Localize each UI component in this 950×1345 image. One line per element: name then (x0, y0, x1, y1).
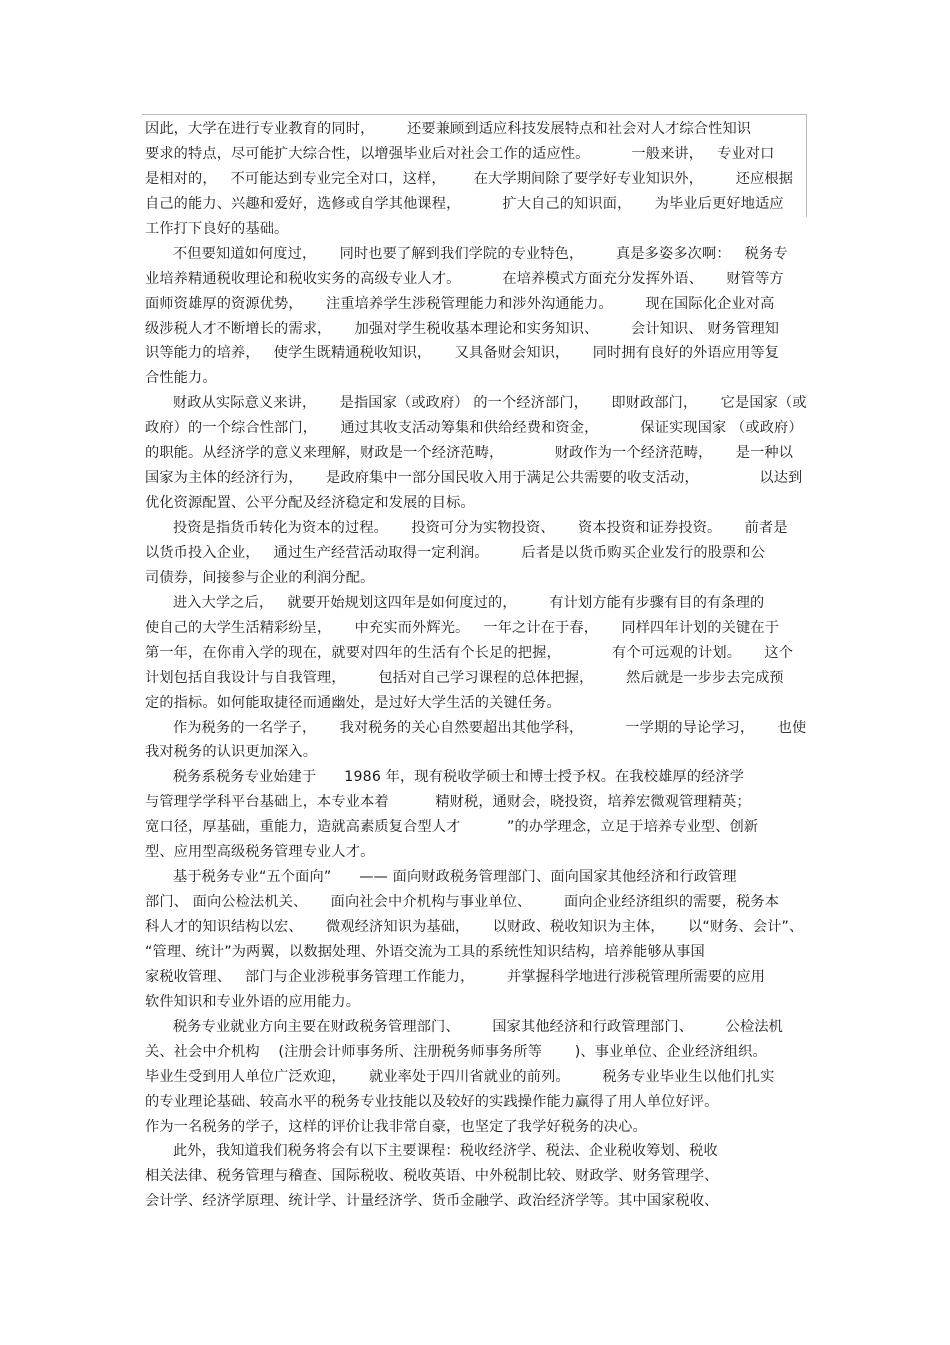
text-line: 政府）的一个综合性部门， 通过其收支活动筹集和供给经费和资金， 保证实现国家 （或政府） (145, 420, 803, 437)
text-line: 此外，我知道我们税务将会有以下主要课程：税收经济学、税法、企业税收筹划、税收 (145, 1143, 718, 1160)
text-line: 计划包括自我设计与自我管理， 包括对自己学习课程的总体把握， 然后就是一步步去完成预 (145, 669, 784, 686)
text-line: 不但要知道如何度过， 同时也要了解到我们学院的专业特色， 真是多姿多次啊： 税务专 (145, 245, 788, 262)
text-line: “管理、统计”为两翼，以数据处理、外语交流为工具的系统性知识结构，培养能够从事国 (145, 943, 705, 960)
text-line: 使自己的大学生活精彩纷呈， 中充实而外辉光。 一年之计在于春， 同样四年计划的关键在于 (145, 619, 780, 636)
document-body (145, 117, 815, 1214)
text-line: 优化资源配置、公平分配及经济稳定和发展的目标。 (145, 495, 475, 512)
text-line: 作为税务的一名学子， 我对税务的关心自然要超出其他学科， 一学期的导论学习， 也使 (145, 719, 807, 736)
text-line: 会计学、经济学原理、统计学、计量经济学、货币金融学、政治经济学等。其中国家税收、 (145, 1193, 719, 1210)
text-line: 毕业生受到用人单位广泛欢迎， 就业率处于四川省就业的前列。 税务专业毕业生以他们扎实 (145, 1068, 775, 1085)
text-line: 税务系税务专业始建于 1986 年，现有税收学硕士和博士授予权。在我校雄厚的经济学 (145, 769, 745, 786)
text-line: 定的指标。如何能取捷径而通幽处，是过好大学生活的关键任务。 (145, 694, 561, 711)
text-line: 司债券，间接参与企业的利润分配。 (145, 569, 375, 586)
text-line: 软件知识和专业外语的应用能力。 (145, 993, 361, 1010)
text-line: 国家为主体的经济行为， 是政府集中一部分国民收入用于满足公共需要的收支活动， 以达到 (145, 470, 803, 487)
text-line: 我对税务的认识更加深入。 (145, 744, 318, 761)
text-line: 识等能力的培养， 使学生既精通税收知识， 又具备财会知识， 同时拥有良好的外语应用等复 (145, 345, 780, 362)
text-line: 级涉税人才不断增长的需求， 加强对学生税收基本理论和实务知识、 会计知识、 财务管理知 (145, 320, 780, 337)
text-line: 第一年，在你甫入学的现在，就要对四年的生活有个长足的把握， 有个可远观的计划。 这个 (145, 644, 794, 661)
text-line: 与管理学学科平台基础上，本专业本着 精财税，通财会，晓投资，培养宏微观管理精英； (145, 794, 751, 811)
text-line: 面师资雄厚的资源优势， 注重培养学生涉税管理能力和涉外沟通能力。 现在国际化企业对高 (145, 295, 775, 312)
text-line: 税务专业就业方向主要在财政税务管理部门、 国家其他经济和行政管理部门、 公检法机 (145, 1018, 784, 1035)
text-line: 型、应用型高级税务管理专业人才。 (145, 844, 375, 861)
text-line: 的职能。从经济学的意义来理解，财政是一个经济范畴， 财政作为一个经济范畴， 是一种以 (145, 445, 794, 462)
text-line: 自己的能力、兴趣和爱好，选修或自学其他课程， 扩大自己的知识面， 为毕业后更好地适应 (145, 195, 784, 212)
text-line: 宽口径，厚基础，重能力，造就高素质复合型人才 ”的办学理念，立足于培养专业型、创新 (145, 819, 759, 836)
text-line: 家税收管理、 部门与企业涉税事务管理工作能力， 并掌握科学地进行涉税管理所需要的应用 (145, 968, 766, 985)
text-line: 部门、 面向公检法机关、 面向社会中介机构与事业单位、 面向企业经济组织的需要，税务本 (145, 894, 780, 911)
text-line: 相关法律、税务管理与稽查、国际税收、税收英语、中外税制比较、财政学、财务管理学、 (145, 1168, 719, 1185)
text-line: 投资是指货币转化为资本的过程。 投资可分为实物投资、 资本投资和证券投资。 前者是 (145, 520, 788, 536)
text-line: 科人才的知识结构以宏、 微观经济知识为基础， 以财政、税收知识为主体， 以“财务、会计”、 (145, 919, 804, 935)
text-line: 合性能力。 (145, 370, 217, 387)
text-line: 因此，大学在进行专业教育的同时， 还要兼顾到适应科技发展特点和社会对人才综合性知识 (145, 121, 752, 137)
text-line: 要求的特点，尽可能扩大综合性，以增强毕业后对社会工作的适应性。 一般来讲， 专业对口 (145, 145, 775, 162)
text-line: 工作打下良好的基础。 (145, 220, 289, 237)
text-line: 是相对的， 不可能达到专业完全对口，这样， 在大学期间除了要学好专业知识外， 还应根据 (145, 170, 794, 187)
text-line: 财政从实际意义来讲， 是指国家（或政府） 的一个经济部门， 即财政部门， 它是国家（或 (145, 395, 807, 412)
text-line: 作为一名税务的学子，这样的评价让我非常自豪，也坚定了我学好税务的决心。 (145, 1118, 647, 1135)
text-line: 基于税务专业“五个面向” —— 面向财政税务管理部门、面向国家其他经济和行政管理 (145, 869, 737, 886)
text-line: 业培养精通税收理论和税收实务的高级专业人才。 在培养模式方面充分发挥外语、 财管等方 (145, 270, 784, 287)
text-line: 的专业理论基础、较高水平的税务专业技能以及较好的实践操作能力赢得了用人单位好评。 (145, 1093, 719, 1110)
text-line: 以货币投入企业， 通过生产经营活动取得一定利润。 后者是以货币购买企业发行的股票和公 (145, 544, 766, 561)
text-line: 进入大学之后， 就要开始规划这四年是如何度过的， 有计划方能有步骤有目的有条理的 (145, 594, 765, 611)
text-line: 关、社会中介机构 (注册会计师事务所、注册税务师事务所等 )、事业单位、企业经济组织。 (145, 1043, 767, 1060)
